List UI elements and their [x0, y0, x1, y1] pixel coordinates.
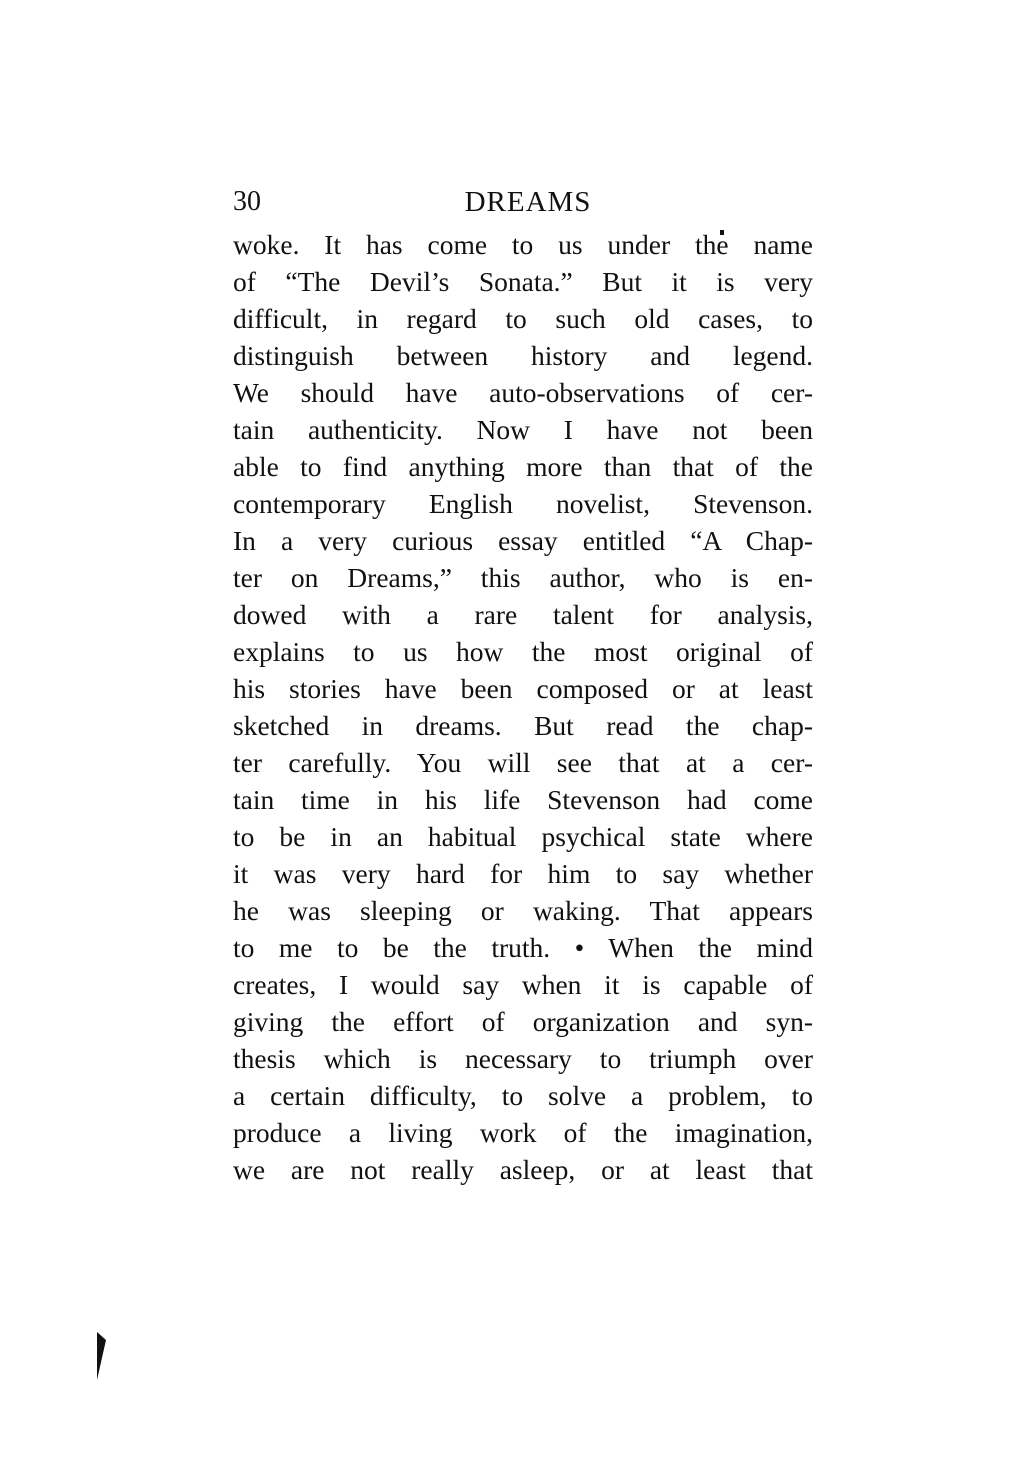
text-line: able to find anything more than that of the: [233, 451, 813, 482]
text-line: to be in an habitual psychical state where: [233, 821, 813, 852]
page-header: [233, 186, 813, 226]
text-line: difficult, in regard to such old cases, to: [233, 303, 813, 334]
text-line: woke. It has come to us under the name: [233, 229, 813, 260]
running-title: DREAMS: [464, 186, 592, 218]
text-line: his stories have been composed or at least: [233, 673, 813, 704]
margin-mark: [97, 1332, 106, 1380]
text-line: we are not really asleep, or at least that: [233, 1154, 813, 1185]
text-line: sketched in dreams. But read the chap-: [233, 710, 813, 741]
text-line: dowed with a rare talent for analysis,: [233, 599, 813, 630]
text-line: ter on Dreams,” this author, who is en-: [233, 562, 813, 593]
page-number: 30: [233, 186, 261, 217]
text-line: explains to us how the most original of: [233, 636, 813, 667]
text-line: tain time in his life Stevenson had come: [233, 784, 813, 815]
text-line: thesis which is necessary to triumph over: [233, 1043, 813, 1074]
text-line: In a very curious essay entitled “A Chap-: [233, 525, 813, 556]
text-line: a certain difficulty, to solve a problem, to: [233, 1080, 813, 1111]
text-line: of “The Devil’s Sonata.” But it is very: [233, 266, 813, 297]
text-line: produce a living work of the imagination,: [233, 1117, 813, 1148]
text-line: distinguish between history and legend.: [233, 340, 813, 371]
text-line: giving the effort of organization and syn-: [233, 1006, 813, 1037]
text-line: tain authenticity. Now I have not been: [233, 414, 813, 445]
text-line: creates, I would say when it is capable of: [233, 969, 813, 1000]
text-line: We should have auto-observations of cer-: [233, 377, 813, 408]
text-line: it was very hard for him to say whether: [233, 858, 813, 889]
body-text: [233, 226, 813, 1188]
text-line: ter carefully. You will see that at a cer-: [233, 747, 813, 778]
text-line: to me to be the truth. • When the mind: [233, 932, 813, 963]
text-line: contemporary English novelist, Stevenson.: [233, 488, 813, 519]
text-line: he was sleeping or waking. That appears: [233, 895, 813, 926]
